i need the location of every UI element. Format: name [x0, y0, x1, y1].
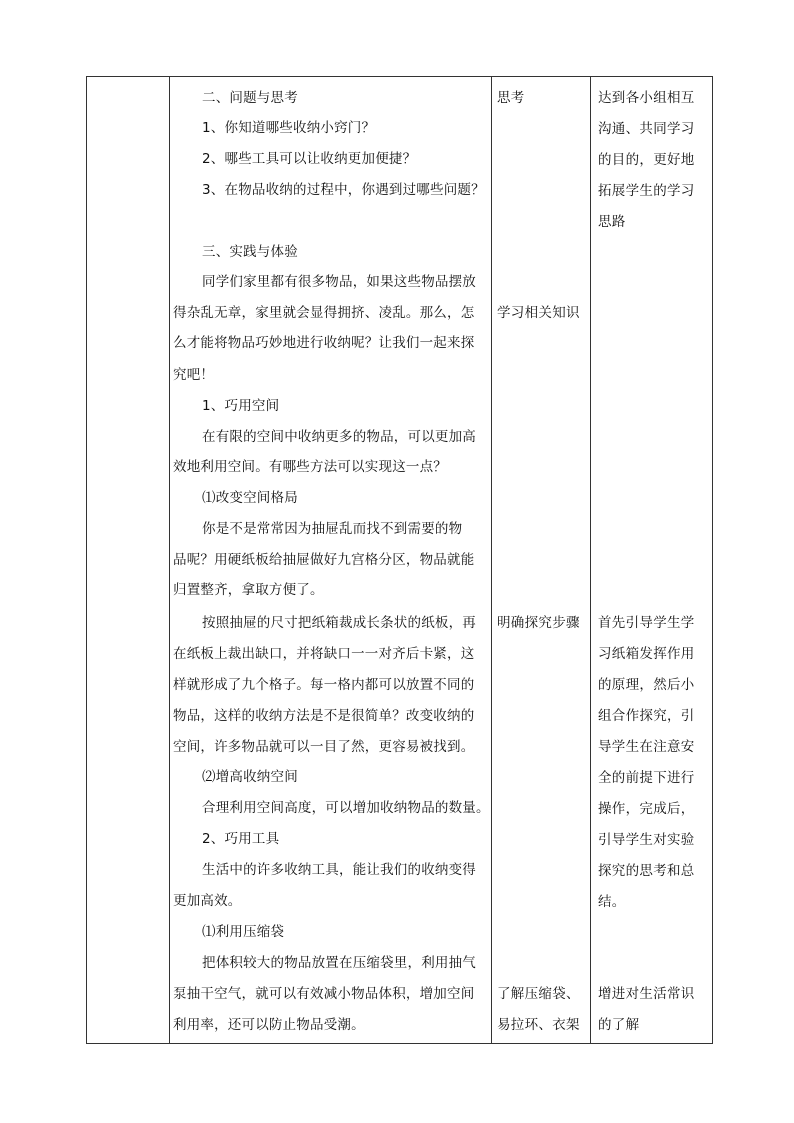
- intent-line: 的了解: [598, 1017, 640, 1033]
- student-activity-cell: [492, 77, 591, 1044]
- lesson-table: [86, 76, 713, 1044]
- intent-line: 思路: [598, 214, 626, 230]
- content-line: 物品，这样的收纳方法是不是很简单？改变收纳的: [173, 708, 475, 724]
- content-line: 把体积较大的物品放置在压缩袋里，利用抽气: [202, 955, 476, 971]
- content-line: 样就形成了九个格子。每一格内都可以放置不同的: [173, 677, 475, 693]
- content-line: 归置整齐，拿取方便了。: [173, 582, 324, 598]
- content-line: 按照抽屉的尺寸把纸箱裁成长条状的纸板，再: [202, 615, 476, 631]
- intent-line: 探究的思考和总: [598, 863, 695, 879]
- intent-line: 习纸箱发挥作用: [598, 646, 695, 662]
- student-line: 了解压缩袋、: [497, 986, 580, 1002]
- content-line: 1、巧用空间: [202, 398, 280, 414]
- table-row: [87, 77, 713, 1044]
- content-line: 2、巧用工具: [202, 831, 280, 847]
- content-line: 得杂乱无章，家里就会显得拥挤、凌乱。那么，怎: [173, 305, 475, 321]
- content-line: 合理利用空间高度，可以增加收纳物品的数量。: [202, 800, 490, 816]
- content-line: 品呢？用硬纸板给抽屉做好九宫格分区，物品就能: [173, 552, 475, 568]
- intent-line: 导学生在注意安: [598, 739, 695, 755]
- student-line: 思考: [497, 90, 525, 106]
- intent-line: 结。: [598, 894, 626, 910]
- intent-line: 沟通、共同学习: [598, 121, 695, 137]
- content-line: 2、哪些工具可以让收纳更加便捷？: [202, 151, 417, 167]
- design-intent-cell: [591, 77, 713, 1044]
- content-line: 究吧！: [173, 367, 215, 383]
- content-line: ⑵增高收纳空间: [202, 769, 298, 785]
- content-line: 同学们家里都有很多物品，如果这些物品摆放: [202, 274, 476, 290]
- student-line: 学习相关知识: [497, 305, 580, 321]
- intent-line: 拓展学生的学习: [598, 183, 695, 199]
- content-line: 3、在物品收纳的过程中，你遇到过哪些问题？: [202, 182, 485, 198]
- intent-line: 增进对生活常识: [598, 986, 695, 1002]
- content-line: 生活中的许多收纳工具，能让我们的收纳变得: [202, 862, 476, 878]
- content-line: 在纸板上裁出缺口，并将缺口一一对齐后卡紧，这: [173, 646, 475, 662]
- intent-line: 引导学生对实验: [598, 832, 695, 848]
- content-line: 泵抽干空气，就可以有效减小物品体积，增加空间: [173, 986, 475, 1002]
- intent-line: 全的前提下进行: [598, 770, 695, 786]
- intent-line: 组合作探究，引: [598, 708, 695, 724]
- intent-line: 首先引导学生学: [598, 615, 695, 631]
- content-line: 二、问题与思考: [202, 90, 298, 106]
- content-line: 你是不是常常因为抽屉乱而找不到需要的物: [202, 521, 463, 537]
- intent-line: 达到各小组相互: [598, 90, 695, 106]
- content-line: 空间，许多物品就可以一目了然，更容易被找到。: [173, 739, 475, 755]
- intent-line: 的目的，更好地: [598, 152, 695, 168]
- content-line: 么才能将物品巧妙地进行收纳呢？让我们一起来探: [173, 335, 475, 351]
- intent-line: 操作，完成后，: [598, 801, 695, 817]
- content-line: ⑴利用压缩袋: [202, 924, 285, 940]
- content-line: 1、你知道哪些收纳小窍门？: [202, 120, 376, 136]
- intent-line: 的原理，然后小: [598, 677, 695, 693]
- student-line: 易拉环、衣架: [497, 1017, 580, 1033]
- content-line: 三、实践与体验: [202, 244, 298, 260]
- student-line: 明确探究步骤: [497, 615, 580, 631]
- content-line: 在有限的空间中收纳更多的物品，可以更加高: [202, 429, 476, 445]
- content-cell: [170, 77, 492, 1044]
- content-line: 更加高效。: [173, 893, 242, 909]
- stage-cell: [87, 77, 170, 1044]
- content-line: 效地利用空间。有哪些方法可以实现这一点？: [173, 459, 447, 475]
- content-line: ⑴改变空间格局: [202, 490, 298, 506]
- content-line: 利用率，还可以防止物品受潮。: [173, 1017, 365, 1033]
